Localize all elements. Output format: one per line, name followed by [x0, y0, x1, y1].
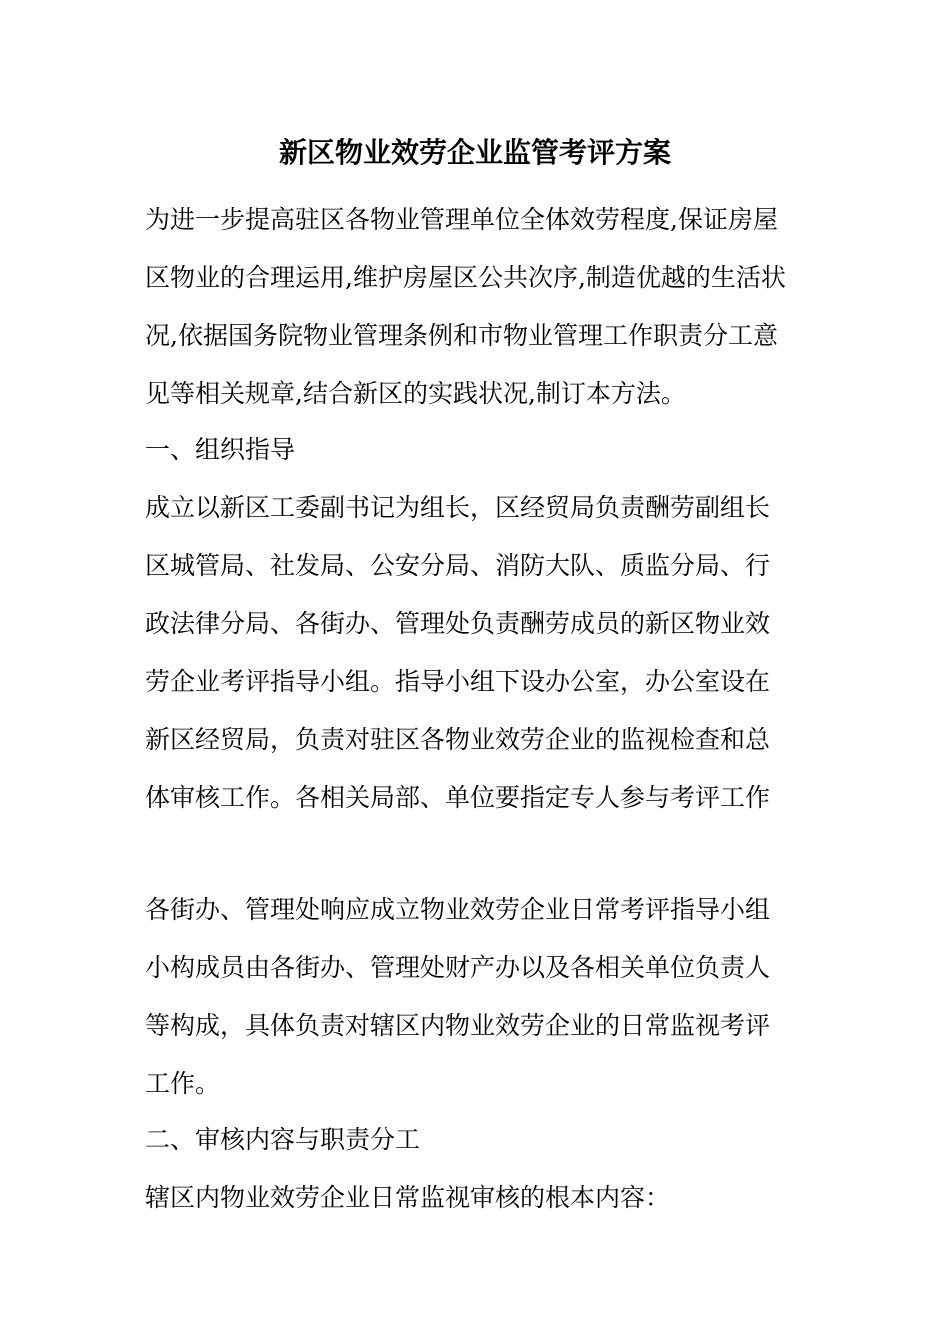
paragraph-line: 区物业的合理运用,维护房屋区公共次序,制造优越的生活状: [145, 263, 786, 292]
paragraph-line: 新区经贸局，负责对驻区各物业效劳企业的监视检查和总: [145, 725, 771, 754]
paragraph-line: 辖区内物业效劳企业日常监视审核的根本内容：: [145, 1183, 671, 1212]
paragraph-line: 各街办、管理处响应成立物业效劳企业日常考评指导小组: [145, 895, 771, 924]
paragraph-line: 工作。: [145, 1069, 221, 1098]
section-heading-1: 一、组织指导: [145, 435, 296, 464]
paragraph-line: 劳企业考评指导小组。指导小组下设办公室，办公室设在: [145, 667, 771, 696]
paragraph-line: 体审核工作。各相关局部、单位要指定专人参与考评工作: [145, 783, 771, 812]
paragraph-line: 况,依据国务院物业管理条例和市物业管理工作职责分工意: [145, 321, 778, 350]
paragraph-line: 成立以新区工委副书记为组长，区经贸局负责酬劳副组长: [145, 493, 771, 522]
paragraph-line: 小构成员由各街办、管理处财产办以及各相关单位负责人: [145, 953, 771, 982]
section-heading-2: 二、审核内容与职责分工: [145, 1125, 421, 1154]
paragraph-line: 为进一步提高驻区各物业管理单位全体效劳程度,保证房屋: [145, 205, 778, 234]
document-title: 新区物业效劳企业监管考评方案: [278, 136, 671, 169]
paragraph-line: 政法律分局、各街办、管理处负责酬劳成员的新区物业效: [145, 609, 771, 638]
paragraph-line: 见等相关规章,结合新区的实践状况,制订本方法。: [145, 379, 686, 408]
paragraph-line: 等构成，具体负责对辖区内物业效劳企业的日常监视考评: [145, 1011, 771, 1040]
paragraph-line: 区城管局、社发局、公安分局、消防大队、质监分局、行: [145, 551, 771, 580]
